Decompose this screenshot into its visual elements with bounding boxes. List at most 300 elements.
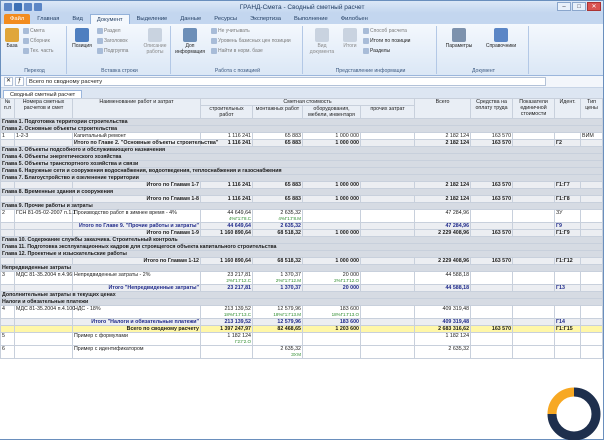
cell-build[interactable] [201,326,253,333]
chapter-row[interactable] [1,244,603,251]
col-cost: Сметная стоимость [201,99,415,106]
table-row[interactable] [1,346,603,359]
cell-name[interactable] [73,285,201,292]
cell-price[interactable] [581,306,603,319]
find-icon [211,48,217,54]
cell-unit[interactable] [513,272,555,285]
cell-wage-value: 163 570 [491,326,512,332]
cell-name[interactable] [73,230,201,237]
cell-other[interactable] [361,258,415,265]
cell-unit[interactable] [513,140,555,147]
cell-unit[interactable] [513,326,555,333]
cell-id[interactable] [555,133,581,140]
cell-build[interactable] [201,258,253,265]
cell-unit[interactable] [513,306,555,319]
cell-unit[interactable] [513,210,555,223]
cell-build-value: 1 116 241 [227,196,251,202]
description-icon [148,28,162,42]
cell-build[interactable] [201,196,253,203]
cell-price[interactable] [581,285,603,292]
col-name: Наименование работ и затрат [73,99,201,119]
zagolovok-button[interactable]: Заголовок [97,38,128,44]
cell-total[interactable] [415,333,471,346]
cell-unit[interactable] [513,346,555,359]
cell-id[interactable] [555,272,581,285]
cell-mount[interactable] [253,210,303,223]
total-row[interactable] [1,182,603,189]
formula-bar [1,76,603,88]
cell-build-value: 23 217,81 [227,285,251,291]
total-row[interactable] [1,319,603,326]
cell-wage[interactable] [471,326,513,333]
undo-icon[interactable] [24,3,32,11]
minimize-button[interactable]: – [557,2,571,11]
chapter-row[interactable] [1,251,603,258]
cell-num[interactable] [15,272,73,285]
cell-id[interactable] [555,306,581,319]
cell-wage[interactable] [471,306,513,319]
cell-id[interactable] [555,258,581,265]
base-button[interactable]: База [5,28,19,49]
cell-total[interactable] [415,210,471,223]
cell-num[interactable] [15,319,73,326]
cell-wage[interactable] [471,333,513,346]
cell-other[interactable] [361,319,415,326]
cell-id[interactable] [555,210,581,223]
razdel-button[interactable]: Раздел [97,28,121,34]
cell-build-value: 1 116 241 [227,133,251,139]
cell-id[interactable] [555,140,581,147]
cell-build[interactable] [201,210,253,223]
estimate-grid [0,98,602,439]
cell-wage[interactable] [471,319,513,326]
chapter-row[interactable] [1,265,603,272]
cell-n[interactable] [1,223,15,230]
cell-id[interactable] [555,230,581,237]
cell-equip[interactable] [303,196,361,203]
cell-wage[interactable] [471,182,513,189]
cell-num[interactable] [15,223,73,230]
cell-name[interactable] [73,333,201,346]
cell-name[interactable] [73,182,201,189]
cell-id[interactable] [555,285,581,292]
cell-n-value: 2 [2,210,5,216]
cell-total[interactable] [415,133,471,140]
cell-wage[interactable] [471,140,513,147]
cell-unit[interactable] [513,223,555,230]
col-price: Тип цены [581,99,603,119]
cell-build-formula: 4%Г1:Г8.С [228,216,251,221]
work-description-button[interactable]: Описание работы [141,28,169,55]
total-row[interactable] [1,140,603,147]
podgruppa-button[interactable]: Подгруппа [97,48,128,54]
cell-mount[interactable] [253,306,303,319]
cell-equip[interactable] [303,306,361,319]
cell-mount-value: 65 883 [284,133,301,139]
cell-build[interactable] [201,285,253,292]
ribbon-group-insert: Позиция Раздел Заголовок Подгруппа Описание работы Вставка строки [69,26,171,74]
chapter-row[interactable] [1,154,603,161]
calc-icon [363,28,369,34]
cell-build-value: 213 139,52 [224,319,251,325]
cell-num[interactable] [15,140,73,147]
find-in-base-button[interactable]: Найти в норм. базе [211,48,263,54]
cell-wage[interactable] [471,285,513,292]
total-row[interactable] [1,230,603,237]
cell-total[interactable] [415,272,471,285]
cell-equip[interactable] [303,210,361,223]
cell-mount-value: 82 468,65 [277,326,301,332]
cell-id[interactable] [555,319,581,326]
cell-other[interactable] [361,346,415,359]
chapter-title: Дополнительные затраты в текущих ценах [1,292,603,299]
cell-other[interactable] [361,140,415,147]
col-other: прочих затрат [361,106,415,119]
window-controls [557,2,601,11]
cell-price[interactable] [581,346,603,359]
fx-button[interactable]: ƒ [15,77,24,86]
app-icon[interactable] [4,3,12,11]
smeta-button[interactable]: Смета [23,28,45,34]
table-row[interactable] [1,306,603,319]
cell-n[interactable] [1,133,15,140]
cell-num[interactable] [15,333,73,346]
cell-price[interactable] [581,230,603,237]
tab-execution[interactable]: Выполнение [294,16,328,22]
cell-price[interactable] [581,326,603,333]
cell-name[interactable] [73,272,201,285]
quick-access-toolbar [1,3,42,11]
chapter-row[interactable] [1,126,603,133]
tab-svodny-raschet[interactable]: Сводный сметный расчет [3,90,82,99]
cell-equip[interactable] [303,272,361,285]
tab-selection[interactable]: Выделение [136,16,168,22]
totals-button[interactable]: Итоги [341,28,359,49]
cell-mount[interactable] [253,133,303,140]
cell-name[interactable] [73,210,201,223]
tab-resources[interactable]: Ресурсы [214,16,238,22]
cell-equip-value: 1 000 000 [335,258,359,264]
cell-mount[interactable] [253,258,303,265]
cell-total[interactable] [415,285,471,292]
cell-name[interactable] [73,258,201,265]
redo-icon[interactable] [34,3,42,11]
cell-unit[interactable] [513,319,555,326]
total-row[interactable] [1,326,603,333]
cell-wage-value: 163 570 [491,258,512,264]
smeta-icon [23,28,29,34]
cell-total[interactable] [415,258,471,265]
cell-mount[interactable] [253,140,303,147]
cell-other[interactable] [361,272,415,285]
cell-mount[interactable] [253,223,303,230]
cell-name[interactable] [73,140,219,147]
cell-equip[interactable] [303,230,361,237]
cell-name[interactable] [73,319,201,326]
cell-unit[interactable] [513,182,555,189]
cell-unit[interactable] [513,230,555,237]
cell-price[interactable] [581,210,603,223]
cell-num[interactable] [15,258,73,265]
total-row[interactable] [1,223,603,230]
cell-equip[interactable] [303,223,361,230]
cell-total[interactable] [415,319,471,326]
position-totals-button[interactable]: Итоги по позиции [363,38,410,44]
col-equip: оборудования, мебели, инвентаря [303,106,361,119]
cell-price[interactable] [581,272,603,285]
cell-id[interactable] [555,182,581,189]
cell-equip[interactable] [303,319,361,326]
ribbon-group-document: Параметры Справочники Документ [439,26,529,74]
cell-mount-value: 2 635,32 [280,346,301,352]
cell-unit[interactable] [513,285,555,292]
cell-n[interactable] [1,196,15,203]
cell-equip[interactable] [303,258,361,265]
price-level-button[interactable]: Уровень базисных цен позиции [211,38,291,44]
cell-id-value: Г1:Г12 [556,258,573,264]
chapter-row[interactable] [1,168,603,175]
cell-mount[interactable] [253,182,303,189]
cell-price[interactable] [581,182,603,189]
tab-view[interactable]: Вид [72,16,83,22]
cell-num[interactable] [15,230,73,237]
cell-total-value: 47 284,96 [445,210,470,216]
cell-build[interactable] [201,182,253,189]
cell-build[interactable] [201,306,253,319]
teh-part-button[interactable]: Тех. часть [23,48,54,54]
cell-build-value: 23 217,81 [227,272,251,278]
ignore-button[interactable]: Не учитывать [211,28,250,34]
cell-mount[interactable] [253,346,303,359]
cell-total-value: 2 182 124 [445,196,470,202]
cell-wage[interactable] [471,258,513,265]
chapter-row[interactable] [1,161,603,168]
cell-equip[interactable] [303,285,361,292]
maximize-button[interactable]: □ [572,2,586,11]
cell-wage[interactable] [471,230,513,237]
cell-build[interactable] [201,346,253,359]
cell-num[interactable] [15,133,73,140]
cell-mount[interactable] [253,326,303,333]
cell-mount-value: 65 883 [284,182,301,188]
cell-build-value: 1 397 247,97 [220,326,251,332]
close-button[interactable]: ✕ [587,2,601,11]
chapter-row[interactable] [1,189,603,196]
cell-name[interactable] [73,223,201,230]
chapter-title: Глава 1. Подготовка территории строительства [1,119,603,126]
position-button[interactable]: Позиция [71,28,93,49]
cell-num[interactable] [15,326,73,333]
cell-build[interactable] [201,133,253,140]
cell-name[interactable] [73,306,201,319]
tab-document[interactable]: Документ [90,14,130,24]
cell-equip[interactable] [303,182,361,189]
cell-other[interactable] [361,285,415,292]
cell-other[interactable] [361,333,415,346]
chapter-row[interactable] [1,119,603,126]
cell-build[interactable] [201,223,253,230]
cell-wage[interactable] [471,210,513,223]
cell-name[interactable] [73,346,201,359]
cell-n[interactable] [1,285,15,292]
cell-equip[interactable] [303,326,361,333]
calc-method-button[interactable]: Способ расчета [363,28,407,34]
cell-num[interactable] [15,285,73,292]
cell-name-value: Капитальный ремонт [74,133,127,139]
sbornik-button[interactable]: Сборник [23,38,50,44]
cell-num-value: ГСН 81-05-02-2007 п.1.1 [16,210,76,216]
cell-name[interactable] [73,196,201,203]
cell-n[interactable] [1,182,15,189]
cell-num[interactable] [15,346,73,359]
cell-total[interactable] [415,182,471,189]
cell-mount[interactable] [253,230,303,237]
cell-price[interactable] [581,258,603,265]
table-row[interactable] [1,210,603,223]
cell-wage[interactable] [471,346,513,359]
cell-n[interactable] [1,230,15,237]
cell-unit[interactable] [513,133,555,140]
cell-other[interactable] [361,182,415,189]
cell-mount[interactable] [253,333,303,346]
cell-num[interactable] [15,196,73,203]
sections-button[interactable]: Разделы [363,48,390,54]
cell-mount[interactable] [253,272,303,285]
tab-file[interactable]: Файл [4,14,30,24]
cell-total[interactable] [415,346,471,359]
cell-wage[interactable] [471,196,513,203]
cell-id[interactable] [555,326,581,333]
cell-other[interactable] [361,326,415,333]
cell-mount[interactable] [253,285,303,292]
cell-n[interactable] [1,140,15,147]
cell-wage[interactable] [471,133,513,140]
cell-unit[interactable] [513,258,555,265]
tab-data[interactable]: Данные [180,16,202,22]
chapter-row[interactable] [1,292,603,299]
cell-n[interactable] [1,258,15,265]
chapter-row[interactable] [1,147,603,154]
cell-build[interactable] [201,230,253,237]
cell-n[interactable] [1,272,15,285]
table-row[interactable] [1,272,603,285]
cell-n[interactable] [1,319,15,326]
cell-other[interactable] [361,133,415,140]
cell-id[interactable] [555,333,581,346]
cell-equip-value: 1 203 600 [335,326,359,332]
cell-unit[interactable] [513,333,555,346]
chapter-row[interactable] [1,299,603,306]
cell-other[interactable] [361,306,415,319]
cell-price[interactable] [581,333,603,346]
cell-equip[interactable] [303,140,361,147]
cell-price[interactable] [581,140,603,147]
book-icon [494,28,508,42]
chapter-row[interactable] [1,203,603,210]
cell-total[interactable] [415,223,471,230]
cell-equip[interactable] [303,133,361,140]
cell-price[interactable] [581,196,603,203]
info-icon [183,28,197,42]
cell-wage[interactable] [471,223,513,230]
col-unit: Показатели единичной стоимости [513,99,555,119]
params-button[interactable]: Параметры [443,28,475,49]
cell-build[interactable] [201,272,253,285]
total-row[interactable] [1,285,603,292]
cancel-formula-button[interactable]: ✕ [5,78,12,84]
table-row[interactable] [1,133,603,140]
cell-build[interactable] [201,319,253,326]
cell-name[interactable] [73,133,201,140]
cell-id[interactable] [555,223,581,230]
cell-n[interactable] [1,333,15,346]
cell-id[interactable] [555,196,581,203]
tab-filobyen[interactable]: Филобьен [340,16,368,22]
dop-info-button[interactable]: Доп информация [175,28,205,55]
cell-total[interactable] [415,326,471,333]
cell-mount-formula: 18%Г1:Г13.М [273,312,301,317]
cell-num[interactable] [15,210,76,223]
save-icon[interactable] [14,3,22,11]
formula-input[interactable]: Всего по сводному расчету [26,77,546,86]
cell-other[interactable] [361,196,415,203]
cell-price[interactable] [581,133,603,140]
cell-price[interactable] [581,223,603,230]
cell-mount[interactable] [253,196,303,203]
tab-home[interactable]: Главная [37,16,60,22]
cell-n[interactable] [1,326,15,333]
cell-n[interactable] [1,306,15,319]
cell-total[interactable] [415,196,471,203]
cell-unit[interactable] [513,196,555,203]
cell-mount[interactable] [253,319,303,326]
ribbon [1,24,603,76]
cell-id[interactable] [555,346,581,359]
chapter-row[interactable] [1,175,603,182]
cell-equip[interactable] [303,333,361,346]
cell-equip[interactable] [303,346,361,359]
cell-other[interactable] [361,210,415,223]
total-row[interactable] [1,258,603,265]
doc-view-button[interactable]: Вид документа [307,28,337,55]
cell-other[interactable] [361,230,415,237]
position-icon [75,28,89,42]
cell-wage-value: 163 570 [491,182,512,188]
cell-wage[interactable] [471,272,513,285]
cell-id-value: Г14 [556,319,565,325]
total-row[interactable] [1,196,603,203]
cell-total[interactable] [415,230,471,237]
cell-name-value: Итого по Главе 2. "Основные объекты строительства" [74,140,219,146]
chapter-row[interactable] [1,237,603,244]
cell-other[interactable] [361,223,415,230]
table-row[interactable] [1,333,603,346]
cell-name[interactable] [73,326,201,333]
cell-build[interactable] [201,333,253,346]
cell-num[interactable] [15,182,73,189]
cell-mount-value: 1 370,37 [280,285,301,291]
cell-total[interactable] [415,306,471,319]
cell-total-value: 2 182 124 [445,133,470,139]
cell-n[interactable] [1,346,15,359]
cell-total[interactable] [415,140,471,147]
cell-n[interactable] [1,210,15,223]
tab-expertise[interactable]: Экспертиза [250,16,281,22]
cell-num[interactable] [15,306,76,319]
col-mount: монтажных работ [253,106,303,119]
cell-price[interactable] [581,319,603,326]
references-button[interactable]: Справочники [481,28,521,49]
